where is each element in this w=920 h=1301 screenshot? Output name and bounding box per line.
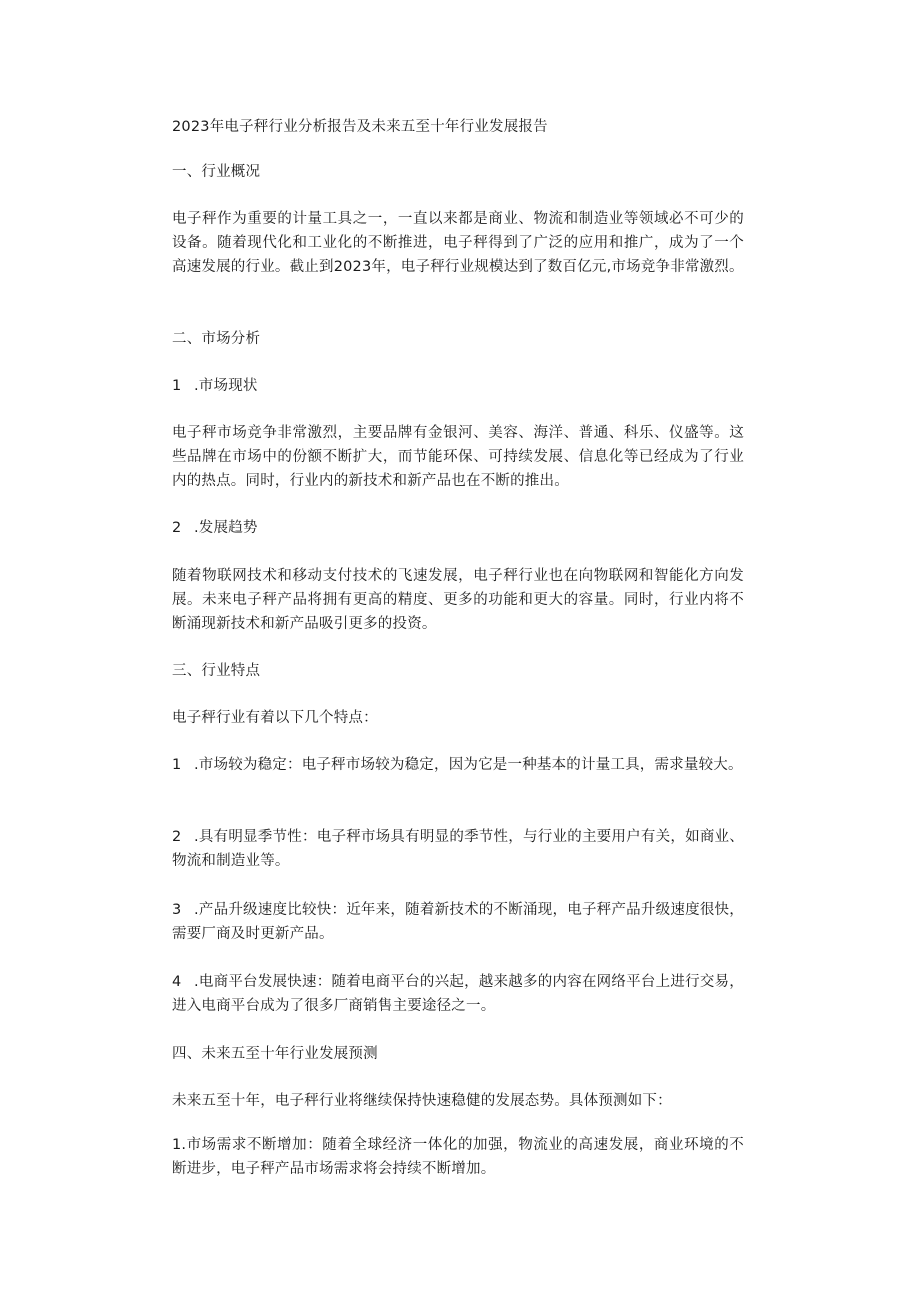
- forecast-intro: 未来五至十年，电子秤行业将继续保持快速稳健的发展态势。具体预测如下：: [172, 1093, 672, 1109]
- feature-text: .产品升级速度比较快：近年来，随着新技术的不断涌现，电子秤产品升级速度很快，需要厂商及时更新产品。: [172, 902, 744, 942]
- section-heading-features: 三、行业特点: [172, 663, 261, 679]
- feature-item: [172, 825, 744, 873]
- feature-number: 2: [172, 829, 182, 845]
- feature-number: 4: [172, 974, 182, 990]
- features-intro: 电子秤行业有着以下几个特点：: [172, 710, 378, 726]
- market-trend-paragraph: 随着物联网技术和移动支付技术的飞速发展，电子秤行业也在向物联网和智能化方向发展。未来电子秤产品将拥有更高的精度、更多的功能和更大的容量。同时，行业内将不断涌现新技术和新产品吸引更多的投资。: [172, 568, 744, 632]
- feature-number: 1: [172, 757, 182, 773]
- document-title: 2023年电子秤行业分析报告及未来五至十年行业发展报告: [172, 119, 548, 135]
- forecast-item: 1.市场需求不断增加：随着全球经济一体化的加强，物流业的高速发展，商业环境的不断进步，电子秤产品市场需求将会持续不断增加。: [172, 1137, 744, 1177]
- section-heading-market: 二、市场分析: [172, 331, 261, 347]
- feature-text: .电商平台发展快速：随着电商平台的兴起，越来越多的内容在网络平台上进行交易，进入电商平台成为了很多厂商销售主要途径之一。: [172, 974, 744, 1014]
- feature-item: [172, 753, 744, 777]
- subheading-label: .发展趋势: [194, 520, 258, 536]
- subheading-number: 2: [172, 520, 182, 536]
- feature-number: 3: [172, 902, 182, 918]
- subheading-label: .市场现状: [194, 378, 258, 394]
- market-status-paragraph: 电子秤市场竞争非常激烈，主要品牌有金银河、美容、海洋、普通、科乐、仪盛等。这些品牌在市场中的份额不断扩大，而节能环保、可持续发展、信息化等已经成为了行业内的热点。同时，行业内的新技术和新产品也在不断的推出。: [172, 425, 744, 489]
- overview-paragraph: 电子秤作为重要的计量工具之一，一直以来都是商业、物流和制造业等领域必不可少的设备。随着现代化和工业化的不断推进，电子秤得到了广泛的应用和推广，成为了一个高速发展的行业。截止到2023年，电子秤行业规模达到了数百亿元,市场竞争非常激烈。: [172, 211, 744, 275]
- subheading-market-status: [172, 374, 744, 398]
- subheading-market-trend: [172, 516, 744, 540]
- feature-text: .市场较为稳定：电子秤市场较为稳定，因为它是一种基本的计量工具，需求量较大。: [194, 757, 743, 773]
- feature-item: [172, 898, 744, 946]
- feature-item: [172, 970, 744, 1018]
- section-heading-overview: 一、行业概况: [172, 164, 261, 180]
- subheading-number: 1: [172, 378, 182, 394]
- feature-text: .具有明显季节性：电子秤市场具有明显的季节性，与行业的主要用户有关，如商业、物流和制造业等。: [172, 829, 744, 869]
- section-heading-forecast: 四、未来五至十年行业发展预测: [172, 1046, 378, 1062]
